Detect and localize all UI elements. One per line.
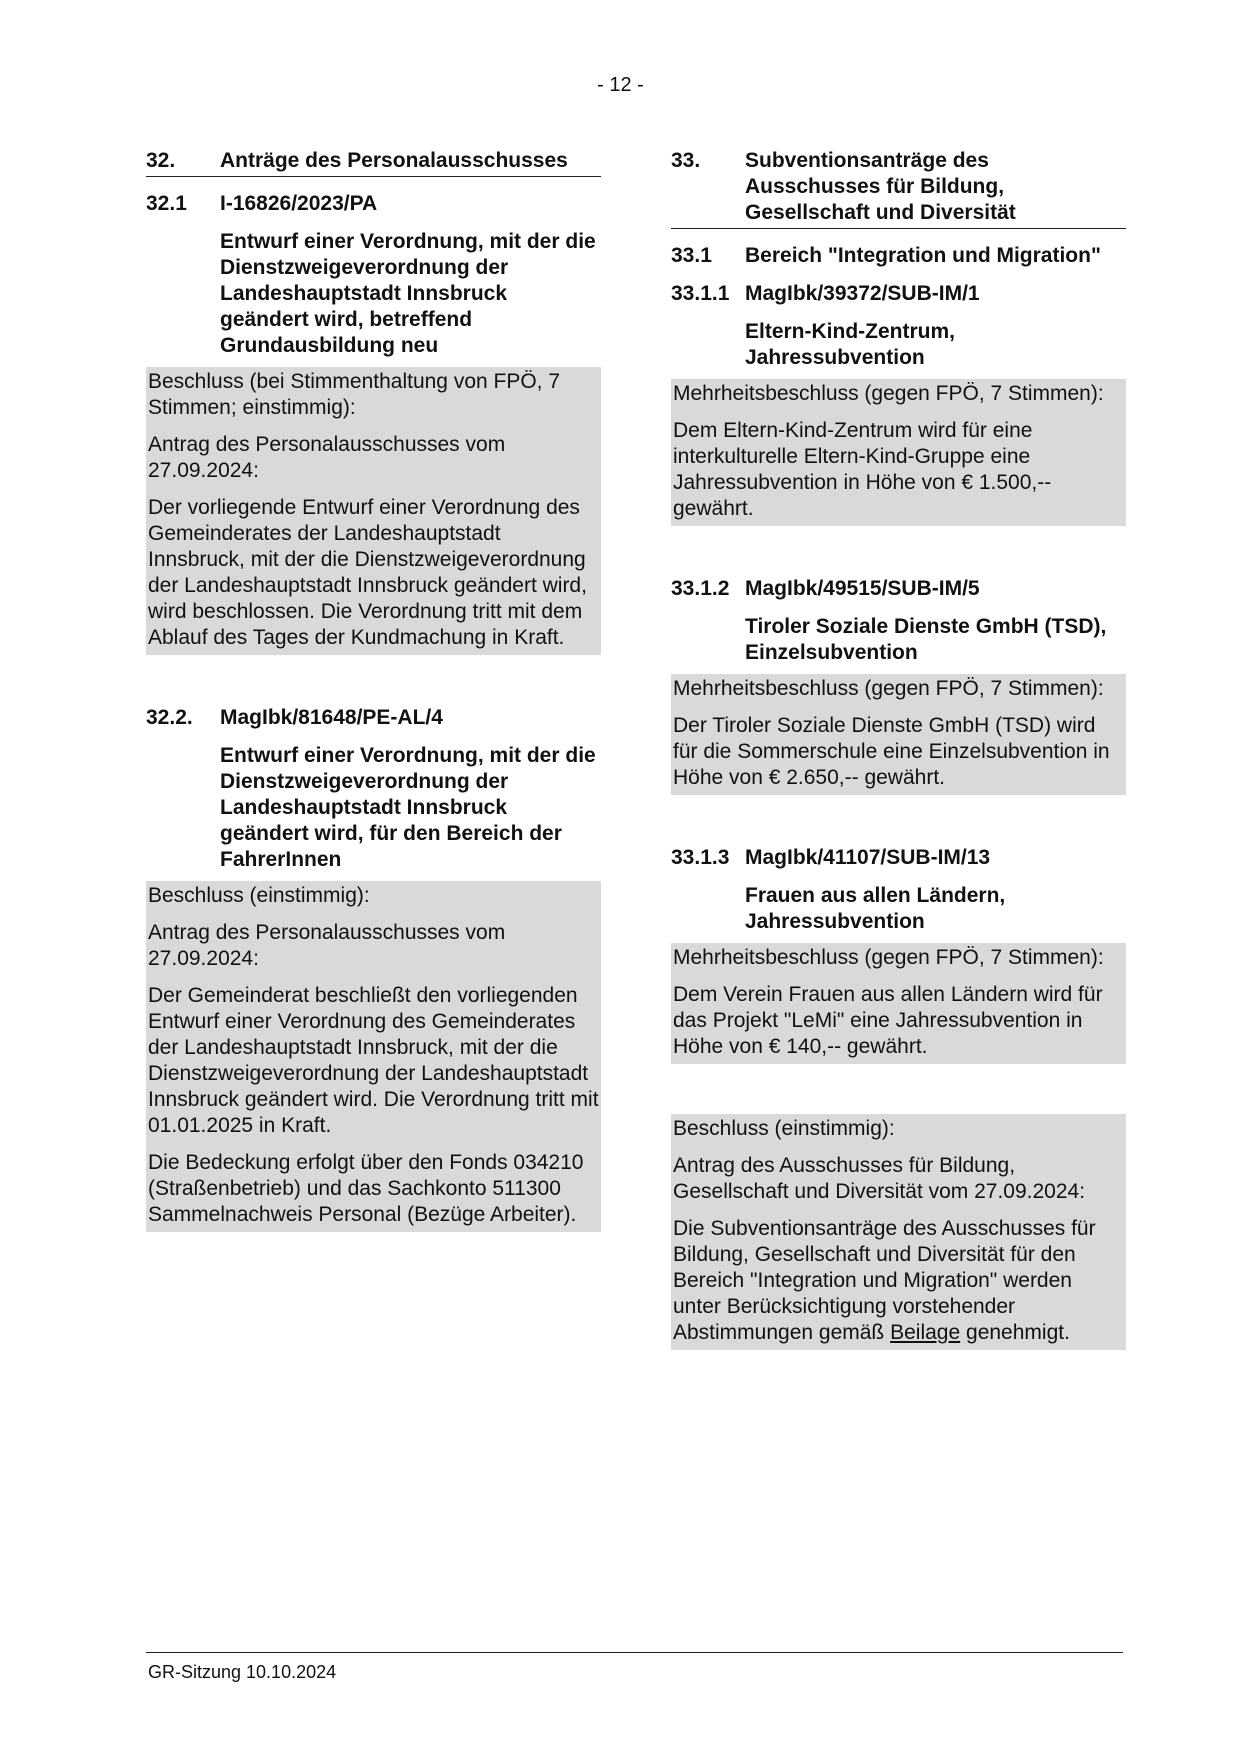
section-title: Anträge des Personalausschusses [220, 149, 568, 172]
decision-box [146, 367, 601, 655]
decision-text: Beschluss (einstimmig): [148, 884, 370, 907]
item-title: Eltern-Kind-Zentrum, Jahressubvention [745, 320, 955, 369]
item-reference: MagIbk/49515/SUB-IM/5 [745, 577, 980, 600]
resolution-text-after: genehmigt. [966, 1321, 1070, 1344]
resolution-text [673, 1216, 1124, 1346]
section-33-heading [671, 148, 1126, 229]
subsection-33-1-heading [671, 243, 1126, 269]
item-number: 33.1.1 [671, 282, 730, 305]
funding-text: Die Bedeckung erfolgt über den Fonds 034210 (Straßenbetrieb) und das Sachkonto 511300 Sammelnachweis Personal (Bezüge Arbeiter). [148, 1151, 584, 1226]
decision-text: Beschluss (einstimmig): [673, 1117, 895, 1140]
summary-decision-box [671, 1114, 1126, 1350]
item-33-1-3-heading [671, 845, 1126, 871]
footer-divider [146, 1652, 1123, 1653]
resolution-text-before: Die Subventionsanträge des Ausschusses für Bildung, Gesellschaft und Diversität für den Bereich "Integration und Migration" werden unter Berücksichtigung vorstehender Abstimmungen gemäß [673, 1217, 1096, 1344]
item-number: 33.1.2 [671, 577, 730, 600]
right-column [671, 148, 1126, 1350]
resolution-text: Dem Verein Frauen aus allen Ländern wird für das Projekt "LeMi" eine Jahressubvention in Höhe von € 140,-- gewährt. [673, 983, 1103, 1058]
decision-text: Mehrheitsbeschluss (gegen FPÖ, 7 Stimmen): [673, 677, 1104, 700]
resolution-text: Der vorliegende Entwurf einer Verordnung des Gemeinderates der Landeshauptstadt Innsbruck, mit der die Dienstzweigeverordnung der Landeshauptstadt Innsbruck geändert wird, wird beschlossen. Die Verordnung tritt mit dem Ablauf des Tages der Kundmachung in Kraft. [148, 496, 587, 649]
item-number: 32.1 [146, 192, 187, 215]
item-32-2-heading [146, 705, 601, 731]
decision-box [671, 943, 1126, 1064]
item-title: Tiroler Soziale Dienste GmbH (TSD), Einzelsubvention [745, 615, 1107, 664]
decision-text: Beschluss (bei Stimmenthaltung von FPÖ, 7 Stimmen; einstimmig): [148, 370, 561, 419]
section-32-heading [146, 148, 601, 177]
section-number: 32. [146, 149, 176, 172]
decision-box [146, 881, 601, 1232]
decision-text: Mehrheitsbeschluss (gegen FPÖ, 7 Stimmen): [673, 946, 1104, 969]
item-reference: MagIbk/81648/PE-AL/4 [220, 706, 443, 729]
item-number: 32.2. [146, 706, 193, 729]
item-reference: MagIbk/41107/SUB-IM/13 [745, 846, 991, 869]
decision-box [671, 674, 1126, 795]
motion-text: Antrag des Personalausschusses vom 27.09.2024: [148, 921, 506, 970]
motion-text: Antrag des Personalausschusses vom 27.09.2024: [148, 433, 506, 482]
page-number: - 12 - [597, 74, 644, 96]
motion-text: Antrag des Ausschusses für Bildung, Gesellschaft und Diversität vom 27.09.2024: [673, 1154, 1086, 1203]
footer-text: GR-Sitzung 10.10.2024 [148, 1662, 337, 1682]
left-column [146, 148, 601, 1232]
section-title: Subventionsanträge des Ausschusses für Bildung, Gesellschaft und Diversität [745, 149, 1016, 224]
section-number: 33. [671, 149, 701, 172]
item-33-1-1-heading [671, 281, 1126, 307]
item-33-1-2-heading [671, 576, 1126, 602]
attachment-link[interactable]: Beilage [890, 1321, 961, 1344]
item-number: 33.1.3 [671, 846, 730, 869]
subsection-number: 33.1 [671, 244, 712, 267]
subsection-title: Bereich "Integration und Migration" [745, 244, 1101, 267]
item-32-1-heading [146, 191, 601, 217]
resolution-text: Der Tiroler Soziale Dienste GmbH (TSD) wird für die Sommerschule eine Einzelsubvention in Höhe von € 2.650,-- gewährt. [673, 714, 1110, 789]
item-title: Entwurf einer Verordnung, mit der die Dienstzweigeverordnung der Landeshauptstadt Innsbruck geändert wird, für den Bereich der FahrerInnen [220, 744, 596, 871]
item-title: Entwurf einer Verordnung, mit der die Dienstzweigeverordnung der Landeshauptstadt Innsbruck geändert wird, betreffend Grundausbildung neu [220, 230, 596, 357]
item-reference: I-16826/2023/PA [220, 192, 378, 215]
item-title: Frauen aus allen Ländern, Jahressubvention [745, 884, 1006, 933]
decision-text: Mehrheitsbeschluss (gegen FPÖ, 7 Stimmen): [673, 382, 1104, 405]
item-reference: MagIbk/39372/SUB-IM/1 [745, 282, 980, 305]
decision-box [671, 379, 1126, 526]
resolution-text: Der Gemeinderat beschließt den vorliegenden Entwurf einer Verordnung des Gemeinderates der Landeshauptstadt Innsbruck, mit der die Dienstzweigeverordnung der Landeshauptstadt Innsbruck geändert wird. Die Verordnung tritt mit 01.01.2025 in Kraft. [148, 984, 599, 1137]
resolution-text: Dem Eltern-Kind-Zentrum wird für eine interkulturelle Eltern-Kind-Gruppe eine Jahressubvention in Höhe von € 1.500,-- gewährt. [673, 419, 1052, 520]
